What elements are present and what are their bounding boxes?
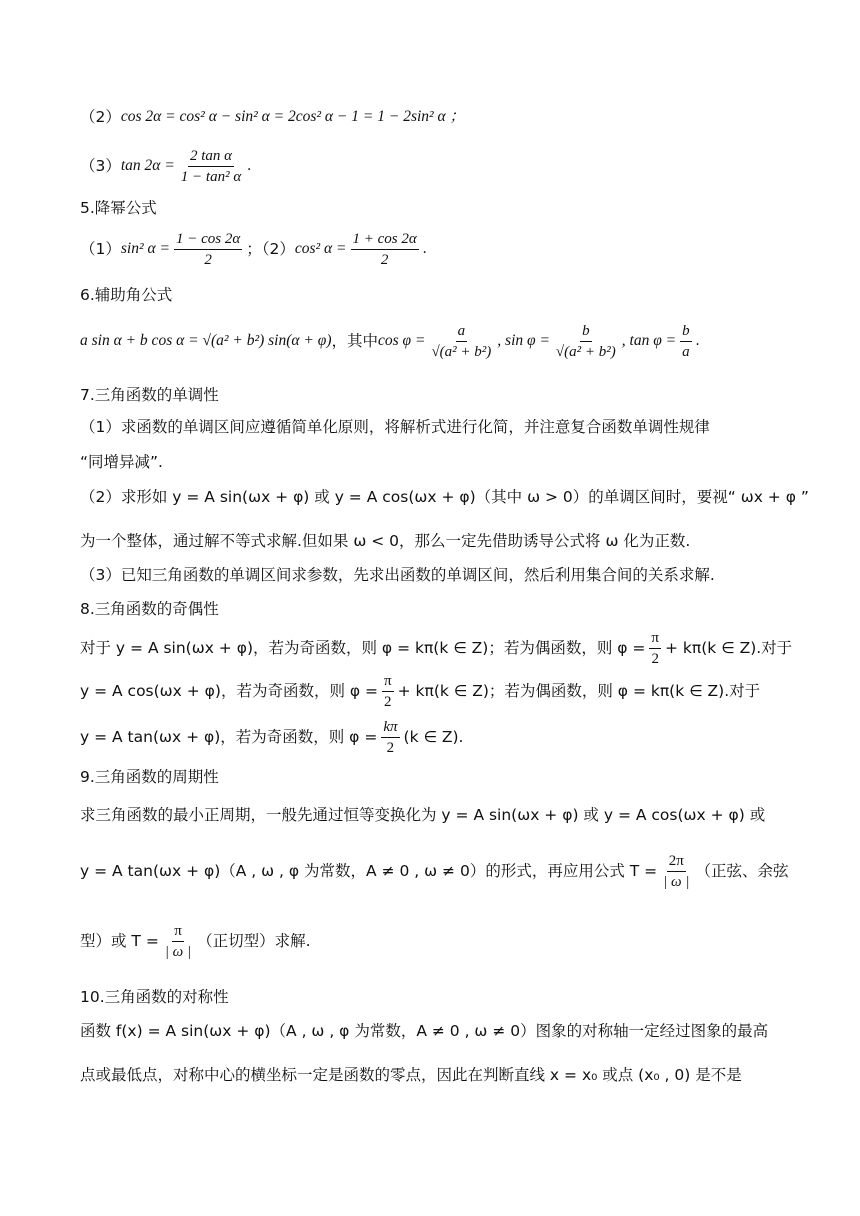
fraction [429,321,493,362]
fraction [179,146,243,187]
formula-lhs: tan 2α = [120,157,175,174]
paragraph-9-3 [80,918,790,964]
paragraph-text: y = A tan(ωx + φ)，若为奇函数，则 φ = [80,728,378,746]
paragraph-text: （3）已知三角函数的单调区间求参数，先求出函数的单调区间，然后利用集合间的关系求解. [80,566,715,584]
fraction-numerator: π [172,921,184,942]
heading-text: 10.三角函数的对称性 [80,988,229,1006]
fraction-numerator: π [382,671,394,692]
paragraph-8-2 [80,669,790,713]
paragraph-7-2 [80,486,809,508]
fraction-denominator: 2 [204,251,212,268]
fraction-denominator: √(a² + b²) [555,343,616,360]
formula-cos: cos φ = [378,332,426,349]
paragraph-text: 求三角函数的最小正周期，一般先通过恒等变换化为 y = A sin(ωx + φ) 或 y = A cos(ωx + φ) 或 [80,806,766,824]
heading-text: 6.辅助角公式 [80,286,173,304]
section-heading-10 [80,986,790,1008]
fraction [382,671,394,712]
item-label: ；（2） [246,240,295,258]
item-label: （1） [80,240,121,258]
paragraph-text: + kπ(k ∈ Z)；若为偶函数，则 φ = kπ(k ∈ Z).对于 [397,682,761,700]
fraction [649,628,661,669]
heading-text: 9.三角函数的周期性 [80,768,219,786]
fraction [680,321,692,362]
fraction-numerator: b [580,321,592,342]
paragraph-7-2-cont [80,530,790,552]
fraction [381,717,399,758]
paragraph-text: 点或最低点，对称中心的横坐标一定是函数的零点，因此在判断直线 x = x₀ 或点 (x₀ , 0) 是不是 [80,1066,742,1084]
paragraph-text: （1）求函数的单调区间应遵循简单化原则，将解析式进行化简，并注意复合函数单调性规律 [80,418,710,436]
paragraph-text: 为一个整体，通过解不等式求解.但如果 ω < 0，那么一定先借助诱导公式将 ω 化为正数. [80,532,691,550]
fraction-denominator: 2 [384,693,392,710]
fraction-denominator: a [682,343,690,360]
paragraph-7-1-cont [80,451,790,473]
paragraph-text: 对于 y = A sin(ωx + φ)，若为奇函数，则 φ = kπ(k ∈ Z)；若为偶函数，则 φ = [80,639,646,657]
section-heading-7 [80,384,790,406]
fraction-numerator: a [456,321,468,342]
paragraph-9-1 [80,804,790,826]
item-label: （2） [80,108,121,126]
paragraph-text: （正切型）求解. [197,932,311,950]
paragraph-text: + kπ(k ∈ Z).对于 [664,639,793,657]
formula-lhs: a sin α + b cos α = √(a² + b²) sin(α + φ) [80,332,332,349]
paragraph-10-1 [80,1020,790,1042]
formula-sin: , sin φ = [497,332,550,349]
fraction-numerator: 2 tan α [188,146,234,167]
paragraph-7-1 [80,416,790,438]
paragraph-text: 型）或 T = [80,932,159,950]
fraction-numerator: 1 + cos 2α [351,229,419,250]
formula-lhs: sin² α = [120,240,170,257]
paragraph-text: （正弦、余弦 [695,862,789,880]
fraction-denominator: √(a² + b²) [431,343,492,360]
paragraph-8-3 [80,715,790,759]
paragraph-8-1 [80,626,793,670]
paragraph-text: （2）求形如 y = A sin(ωx + φ) 或 y = A cos(ωx + φ)（其中 ω > 0）的单调区间时，要视“ ωx + φ ” [80,488,809,506]
item-label: （3） [80,157,121,175]
fraction-numerator: π [649,628,661,649]
formula-lhs: cos² α = [294,240,347,257]
fraction-denominator: | ω | [663,873,690,890]
heading-text: 8.三角函数的奇偶性 [80,600,219,618]
paragraph-9-2 [80,848,790,894]
connector-text: ，其中 [331,332,378,350]
period: . [247,157,252,174]
section-heading-5 [80,197,790,219]
section-heading-9 [80,766,790,788]
formula-tan: , tan φ = [621,332,677,349]
fraction [174,229,242,270]
fraction-denominator: 2 [651,650,659,667]
paragraph-7-3 [80,564,790,586]
fraction-denominator: 2 [386,739,395,756]
formula-cos-double-angle [80,106,790,128]
fraction-numerator: 2π [667,851,686,872]
fraction [661,851,691,892]
paragraph-text: y = A cos(ωx + φ)，若为奇函数，则 φ = [80,682,379,700]
fraction-numerator: b [680,321,692,342]
formula-power-reduction [80,228,790,270]
paragraph-text: (k ∈ Z). [403,728,464,746]
period: . [422,240,427,257]
fraction [163,921,193,962]
fraction-denominator: 2 [380,251,389,268]
formula-text: cos 2α = cos² α − sin² α = 2cos² α − 1 = 1 − 2sin² α ； [120,108,466,125]
fraction-numerator: 1 − cos 2α [174,229,242,250]
fraction-numerator: kπ [381,717,399,738]
fraction-denominator: 1 − tan² α [180,168,242,185]
formula-tan-double-angle [80,145,790,187]
paragraph-text: “同增异减”. [80,453,163,471]
fraction-denominator: | ω | [164,943,192,960]
fraction [554,321,618,362]
paragraph-text: y = A tan(ωx + φ)（A , ω , φ 为常数，A ≠ 0 , ω ≠ 0）的形式，再应用公式 T = [80,862,658,880]
formula-auxiliary-angle [80,318,790,364]
period: . [695,332,700,349]
section-heading-6 [80,284,790,306]
fraction [351,229,419,270]
heading-text: 7.三角函数的单调性 [80,386,219,404]
section-heading-8 [80,598,790,620]
paragraph-10-2 [80,1064,790,1086]
paragraph-text: 函数 f(x) = A sin(ωx + φ)（A , ω , φ 为常数，A ≠ 0 , ω ≠ 0）图象的对称轴一定经过图象的最高 [80,1022,769,1040]
heading-text: 5.降幂公式 [80,199,157,217]
